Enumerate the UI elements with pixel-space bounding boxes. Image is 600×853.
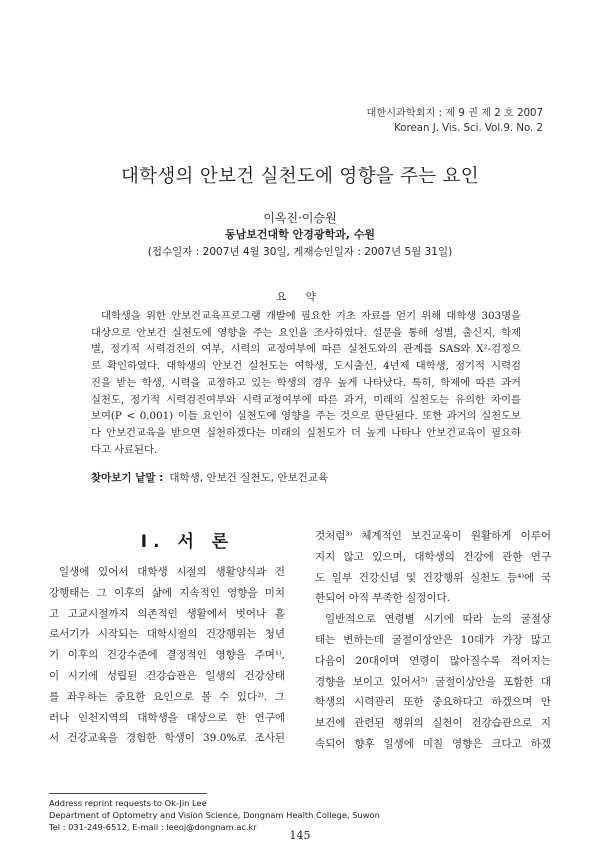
body-line: 강행태는 그 이후의 삶에 지속적인 영향을 미치: [49, 586, 285, 599]
body-line: 를 좌우하는 중요한 요인으로 볼 수 있다²⁾. 그: [49, 690, 285, 703]
body-line: 것처럼³⁾ 체계적인 보건교육이 원활하게 이루어: [315, 530, 551, 542]
abstract-line: 대학생을 위한 안보건교육프로그램 개발에 필요한 기초 자료를 얻기 위해 대학생 303명을: [101, 310, 521, 322]
abstract-body: [91, 308, 521, 458]
abstract-line: 다 안보건교육을 받으면 실천하겠다는 미래의 실천도가 더 높게 나타나 안보건교육이 필요하: [91, 426, 521, 439]
author-affiliation: 동남보건대학 안경광학과, 수원: [225, 228, 375, 241]
keywords-text: 대학생, 안보건 실천도, 안보건교육: [169, 472, 329, 484]
abstract-line: 별, 정기적 시력검진의 여부, 시력의 교정여부에 따른 실천도와의 관계를 SAS와 X²-검정으: [91, 343, 521, 356]
footnote-reprint-line: Address reprint requests to Ok-Jin Lee: [49, 798, 207, 808]
body-line: 다음이 20대이며 연령이 많아질수록 적어지는: [315, 654, 551, 667]
section-heading-introduction: I. 서 론: [140, 532, 235, 552]
keywords-label: 찾아보기 낱말 :: [91, 472, 164, 484]
body-line: 태는 변하는데 굴절이상안은 10대가 가장 많고: [315, 633, 551, 646]
body-line: 학생의 시력관리 또한 중요하다고 하겠으며 안: [315, 696, 551, 709]
body-line: 경향을 보이고 있어서⁵⁾ 굴절이상안을 포함한 대: [315, 675, 551, 688]
body-line: 보건에 관련된 행위의 실천이 건강습관으로 지: [315, 717, 551, 730]
abstract-heading: 요 약: [276, 291, 324, 303]
body-line: 로서기가 시작되는 대학시절의 건강행위는 청년: [49, 628, 285, 641]
body-line: 일반적으로 연령별 시기에 따라 눈의 굴절상: [325, 613, 551, 626]
abstract-line: 다고 사료된다.: [91, 443, 158, 456]
body-line: 지지 않고 있으며, 대학생의 건강에 관한 연구: [315, 550, 551, 563]
abstract-line: 진을 받는 학생, 시력을 교정하고 있는 학생의 경우 높게 나타났다. 특히, 학제에 따른 과거: [91, 376, 521, 389]
body-line: 도 일부 건강신념 및 건강행위 실천도 등⁴⁾에 국: [315, 571, 551, 584]
footnote-department-line: Department of Optometry and Vision Science, Dongnam Health College, Suwon: [49, 810, 380, 820]
journal-reference-korean: 대한시과학회지 : 제 9 권 제 2 호 2007: [366, 108, 543, 119]
body-line: 이 시기에 성립된 건강습관은 일생의 건강상태: [49, 669, 285, 682]
page-number: 145: [289, 829, 311, 842]
abstract-line: 로 확인하였다. 대학생의 안보건 실천도는 여학생, 도시출신, 4년제 대학생, 정기적 시력검: [91, 360, 521, 373]
paper-authors: 이옥진·이승원: [263, 211, 337, 225]
body-column-left: [49, 562, 285, 749]
paper-title: 대학생의 안보건 실천도에 영향을 주는 요인: [121, 166, 479, 187]
body-line: 고 고교시절까지 의존적인 생활에서 벗어나 홀: [49, 607, 285, 620]
body-line: 한되어 아직 부족한 실정이다.: [315, 592, 451, 605]
footnote-contact-line: Tel : 031-249-6512, E-mail : leeoj@dongnam.ac.kr: [49, 822, 257, 832]
journal-reference-english: Korean J. Vis. Sci. Vol.9. No. 2: [394, 123, 543, 134]
abstract-line: 보여(P < 0.001) 이들 요인이 실천도에 영향을 주는 것으로 판단된다. 또한 과거의 실천도보: [91, 410, 521, 423]
footnote-divider: [49, 793, 207, 794]
abstract-line: 실천도, 정기적 시력검진여부와 시력교정여부에 따른 과거, 미래의 실천도는 유의한 차이를: [91, 393, 521, 406]
body-line: 일생에 있어서 대학생 시절의 생활양식과 건: [59, 566, 285, 578]
abstract-line: 대상으로 안보건 실천도에 영향을 주는 요인을 조사하였다. 설문을 통해 성별, 출신지, 학제: [91, 326, 521, 339]
body-column-right: [315, 526, 551, 755]
journal-reference: [367, 106, 543, 136]
submission-dates: (접수일자 : 2007년 4월 30일, 게재승인일자 : 2007년 5월 31일): [147, 246, 453, 258]
body-line: 러나 인천지역의 대학생을 대상으로 한 연구에: [49, 711, 285, 724]
correspondence-footnote: [49, 797, 380, 833]
body-line: 서 건강교육을 경험한 학생이 39.0%로 조사된: [49, 732, 285, 745]
body-line: 기 이후의 건강수준에 결정적인 영향을 주며¹⁾,: [49, 649, 285, 662]
keywords: [91, 470, 328, 485]
body-line: 속되어 향후 일생에 미칠 영향은 크다고 하겠: [315, 737, 551, 750]
